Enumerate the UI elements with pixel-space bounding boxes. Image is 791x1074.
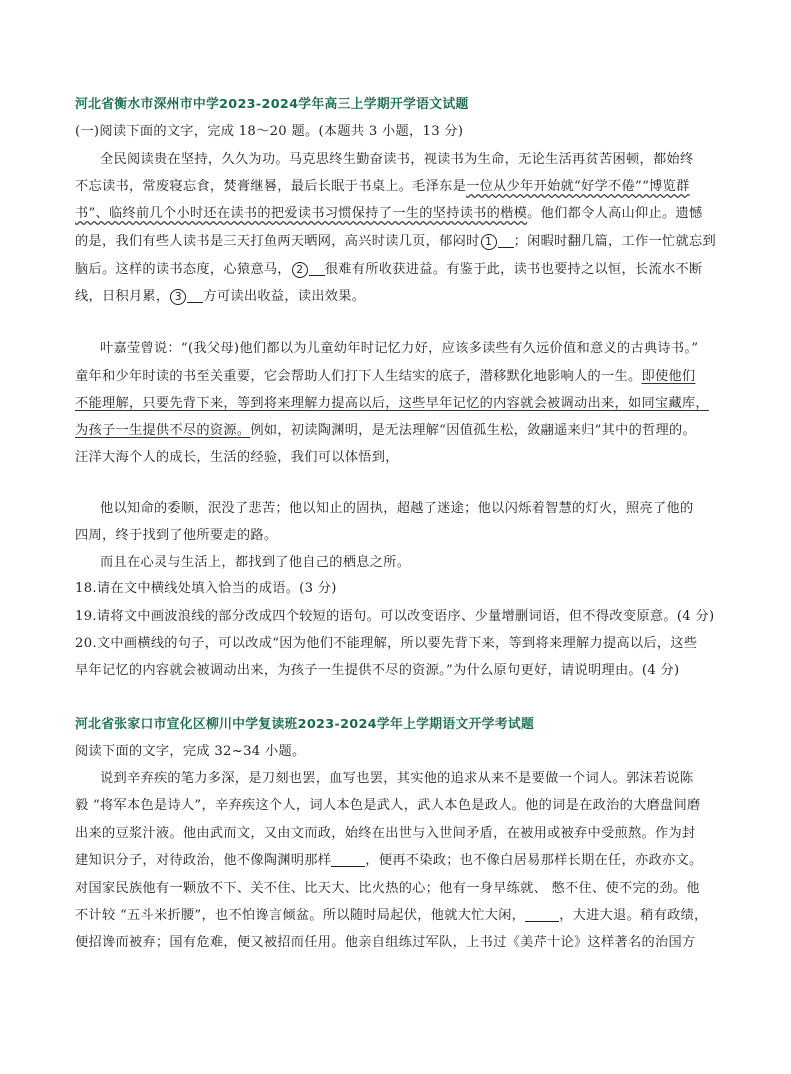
wavy-underlined-text: 一位从少年开始就“好学不倦”“博览群	[466, 179, 690, 194]
paragraph-line: 他以知命的委顺，泯没了悲苦；他以知止的固执，超越了迷途；他以闪烁着智慧的灯火，照亮了他的	[100, 501, 694, 516]
blank-number-marker: 1	[481, 234, 497, 250]
paragraph-line: 不计较 “五斗米折腰”，也不怕谗言倾盆。所以随时局起伏，他就大忙大闲， ，大进大退。稍有政绩，	[75, 908, 708, 923]
underlined-text: 为孩子一生提供不尽的资源。	[75, 423, 251, 438]
fill-blank	[525, 907, 559, 922]
paragraph-line: 四周，终于找到了他所要走的路。	[75, 528, 278, 543]
section-heading: 河北省张家口市宣化区柳川中学复读班2023-2024学年上学期语文开学考试题	[75, 717, 535, 732]
underlined-text: 即使他们	[641, 369, 696, 384]
paragraph-line: 童年和少年时读的书至关重要，它会帮助人们打下人生结实的底子，潜移默化地影响人的一生。即使他们	[75, 369, 696, 384]
fill-blank	[498, 233, 514, 248]
paragraph-line: 建知识分子，对待政治，他不像陶渊明那样 ，便再不染政；也不像白居易那样长期在任，亦政亦文。	[75, 853, 703, 868]
section-heading: 河北省衡水市深州市中学2023-2024学年高三上学期开学语文试题	[75, 97, 469, 112]
paragraph-line: 出来的豆浆汁液。他由武而文，又由文而政，始终在出世与入世间矛盾，在被用或被弃中受煎熬。作为封	[75, 826, 696, 841]
paragraph-line: 毅 “将军本色是诗人”，辛弃疾这个人，词人本色是武人，武人本色是政人。他的词是在政治的大磨盘间磨	[75, 798, 701, 813]
paragraph-line: 而且在心灵与生活上，都找到了他自己的栖息之所。	[100, 555, 411, 570]
wavy-underlined-text: 书”、临终前几个小时还在读书的把爱读书习惯保持了一生的坚持读书的楷模	[75, 206, 528, 221]
paragraph-line	[75, 395, 709, 413]
blank-number-marker: 2	[292, 262, 308, 278]
section-intro: (一)阅读下面的文字，完成 18～20 题。(本题共 3 小题，13 分)	[75, 124, 464, 139]
question-20-continued: 早年记忆的内容就会被调动出来，为孩子一生提供不尽的资源。”为什么原句更好，请说明理由。(4 分)	[75, 663, 680, 678]
underlined-text: 不能理解，只要先背下来，等到将来理解力提高以后，这些早年记忆的内容就会被调动出来，如同宝藏库，	[75, 396, 709, 411]
paragraph-line: 脑后。这样的读书态度，心猿意马， 2 很难有所收获进益。有鉴于此，读书也要持之以恒，长流水不断	[75, 262, 703, 277]
paragraph-line: 便招谗而被弃；国有危难，便又被招而任用。他亲自组练过军队，上书过《美芹十论》这样著名的治国方	[75, 935, 696, 950]
fill-blank	[309, 261, 325, 276]
question-19: 19.请将文中画波浪线的部分改成四个较短的语句。可以改变语序、少量增删词语，但不得改变原意。(4 分)	[75, 609, 715, 624]
paragraph-line: 说到辛弃疾的笔力多深，是刀刻也罢，血写也罢，其实他的追求从来不是要做一个词人。郭沫若说陈	[100, 771, 694, 786]
paragraph-line: 线，日积月累， 3 方可读出收益，读出效果。	[75, 289, 366, 304]
paragraph-line: 不忘读书，常废寝忘食，焚膏继晷，最后长眠于书桌上。毛泽东是一位从少年开始就“好学不倦”“博览群	[75, 179, 690, 194]
fill-blank	[187, 288, 203, 303]
paragraph-line: 对国家民族他有一颗放不下、关不住、比天大、比火热的心；他有一身早练就、 憋不住、使不完的劲。他	[75, 881, 700, 896]
blank-number-marker: 3	[170, 289, 186, 305]
question-20: 20.文中画横线的句子，可以改成“因为他们不能理解，所以要先背下来，等到将来理解力提高以后，这些	[75, 636, 698, 651]
paragraph-line: 叶嘉莹曾说：“(我父母)他们都以为儿童幼年时记忆力好，应该多读些有久远价值和意义的古典诗书。”	[100, 341, 699, 356]
paragraph-line: 为孩子一生提供不尽的资源。例如，初读陶渊明，是无法理解“因值孤生松，敛翮遥来归”其中的哲理的。	[75, 423, 697, 438]
section-intro: 阅读下面的文字，完成 32~34 小题。	[75, 744, 306, 759]
question-18: 18.请在文中横线处填入恰当的成语。(3 分)	[75, 581, 337, 596]
paragraph-line: 的是，我们有些人读书是三天打鱼两天晒网，高兴时读几页，郁闷时 1 ；闲暇时翻几篇，工作一忙就忘到	[75, 234, 716, 249]
paragraph-line: 书”、临终前几个小时还在读书的把爱读书习惯保持了一生的坚持读书的楷模。他们都令人高山仰止。遗憾	[75, 206, 703, 221]
fill-blank	[331, 852, 365, 867]
paragraph-line: 汪洋大海个人的成长，生活的经验，我们可以体悟到，	[75, 450, 399, 465]
paragraph-line: 全民阅读贵在坚持，久久为功。马克思终生勤奋读书，视读书为生命，无论生活再贫苦困顿，都始终	[100, 152, 694, 167]
